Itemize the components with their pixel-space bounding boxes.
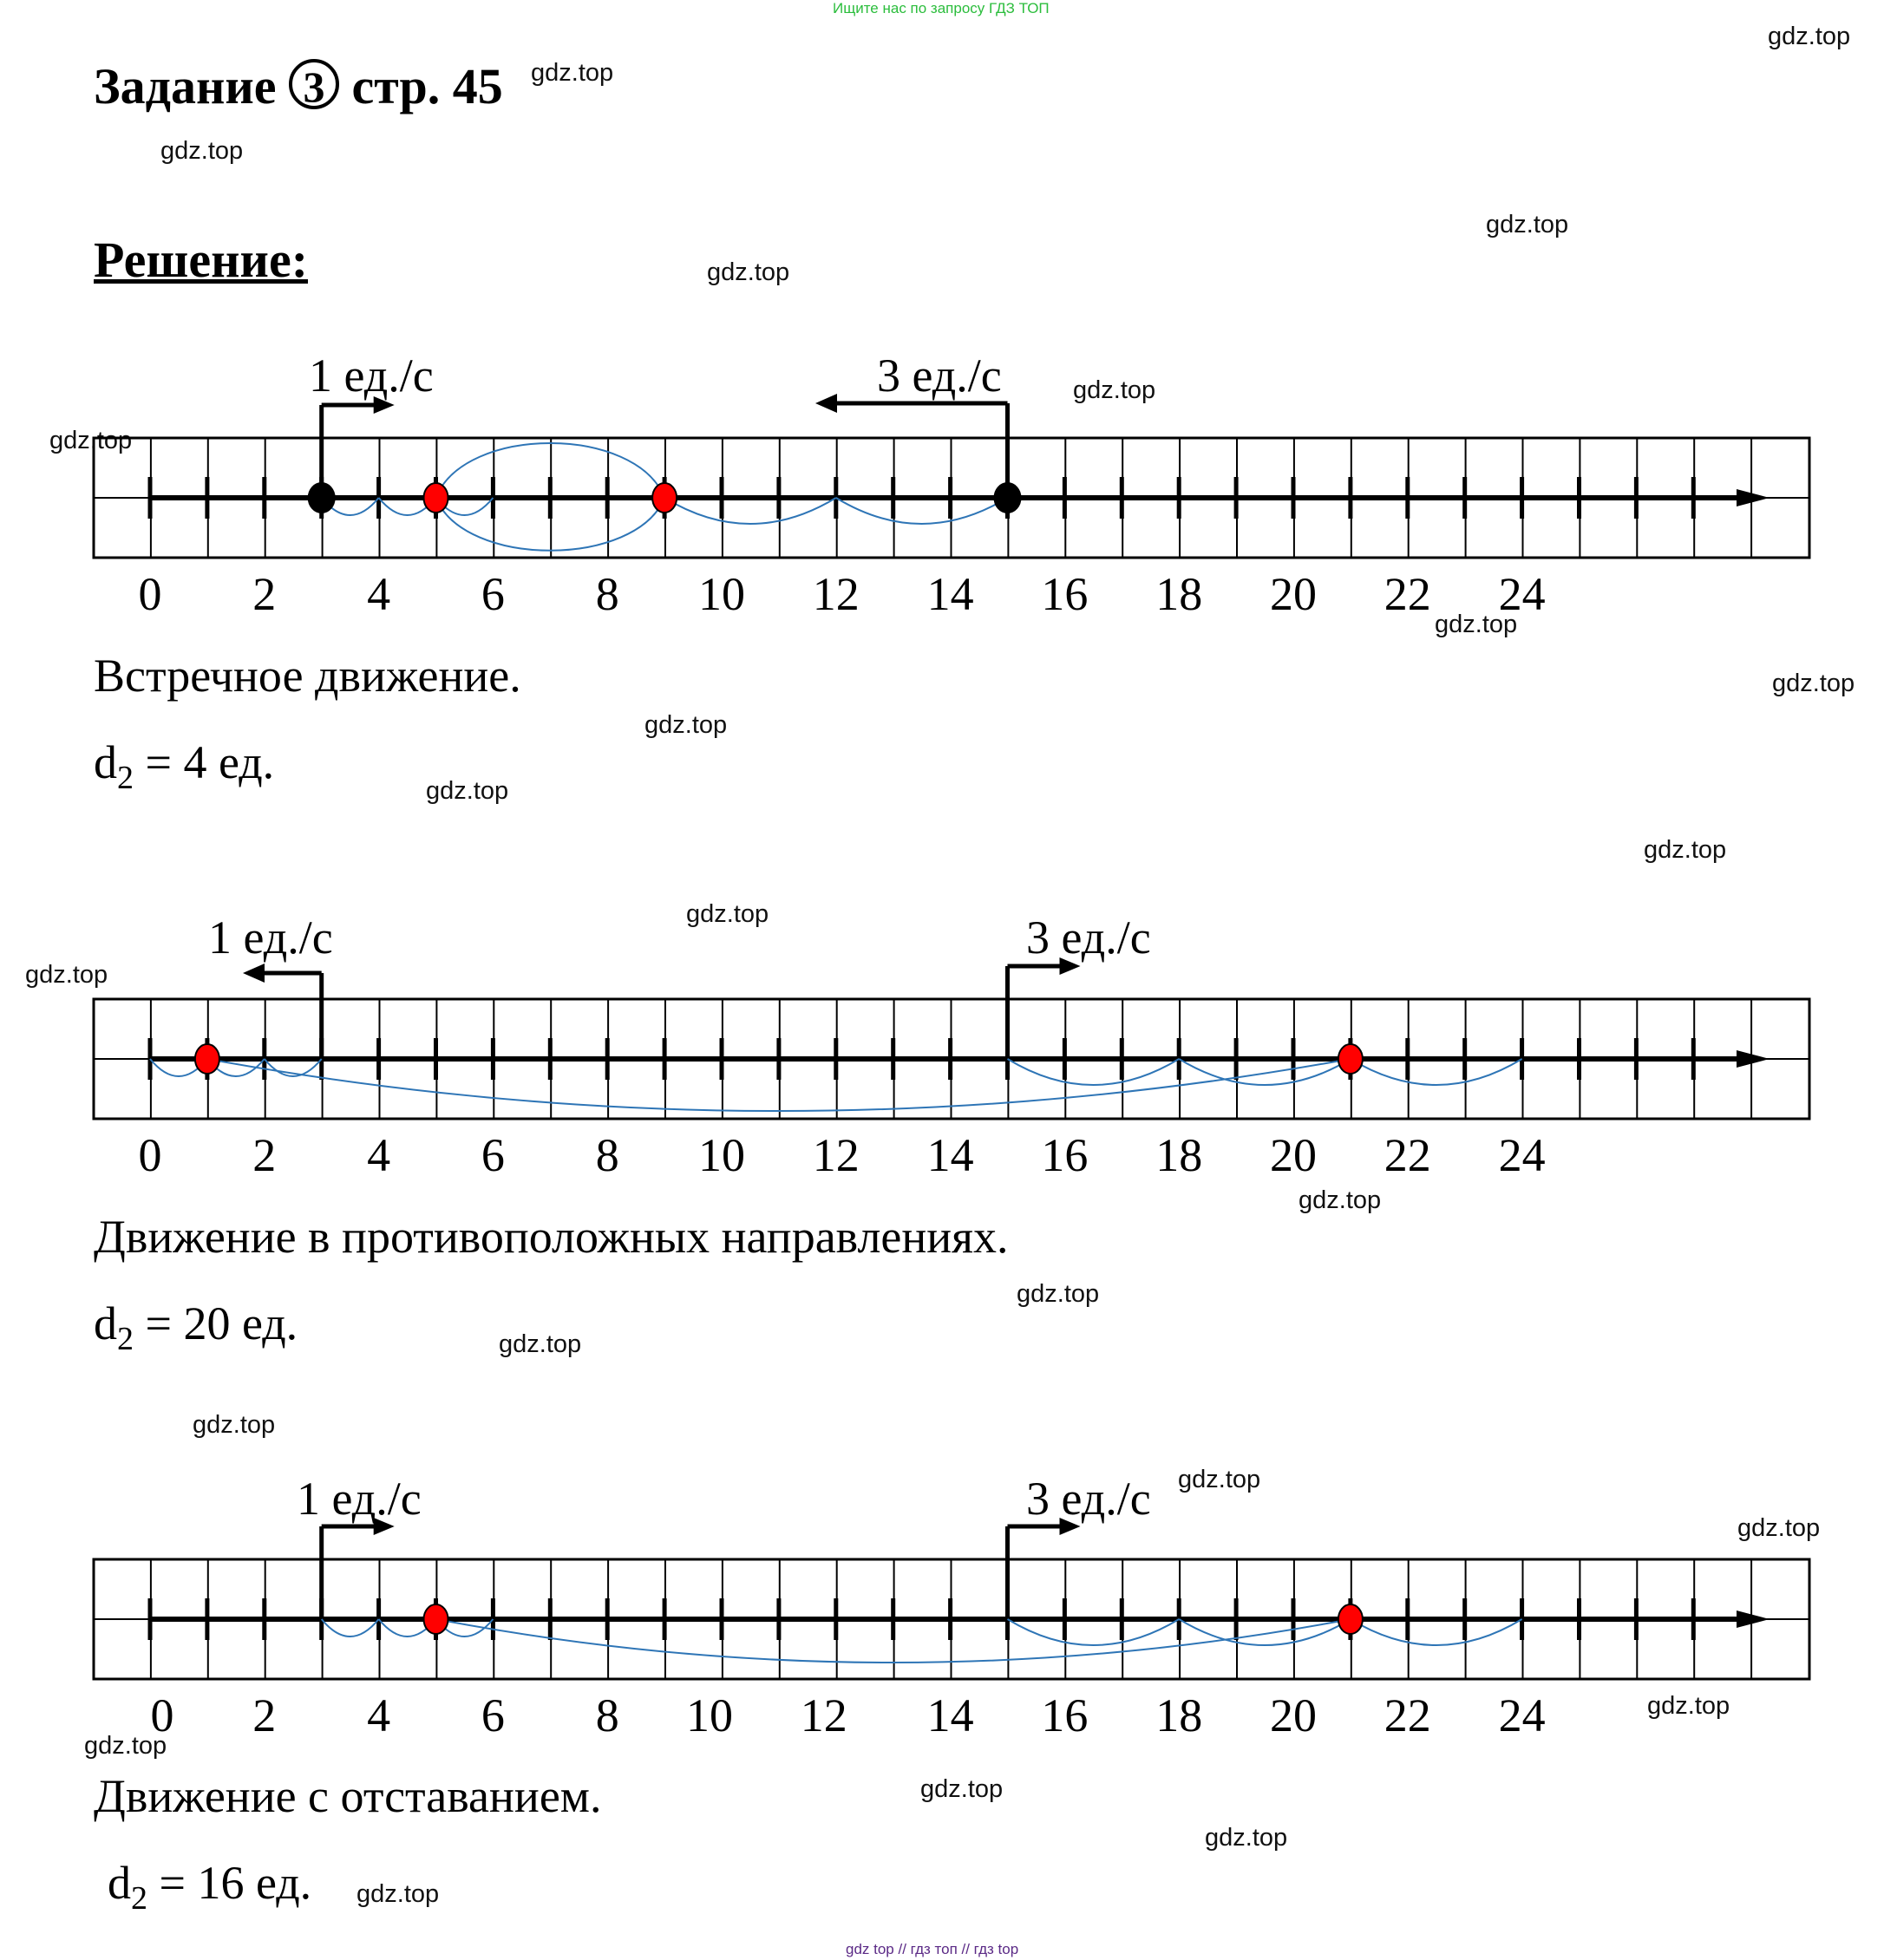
moving-point [424,483,448,513]
tick-label: 14 [926,1689,974,1741]
tick-label: 4 [367,568,391,620]
number-line-diagram-3 [0,1464,1884,1750]
tick-label: 4 [367,1689,391,1741]
tick-label: 16 [1041,1689,1089,1741]
tick-label: 2 [252,1129,277,1181]
watermark: gdz.top [1017,1280,1100,1308]
watermark: gdz.top [160,137,244,165]
start-point [309,483,335,513]
speed-label-right: 3 ед./с [1026,911,1151,964]
speed-arrowhead [243,964,265,983]
watermark: gdz.top [1205,1824,1288,1852]
watermark: gdz.top [531,59,614,87]
speed-label-left: 1 ед./с [208,911,333,964]
tick-label: 6 [481,1129,505,1181]
bottom-banner[interactable]: gdz top // гдз топ // гдз top [846,1941,1019,1957]
jump-arc [1351,1619,1522,1645]
tick-label: 6 [481,1689,505,1741]
watermark: gdz.top [1644,836,1727,864]
tick-label: 24 [1498,1689,1546,1741]
watermark: gdz.top [1178,1466,1261,1493]
speed-label-right: 3 ед./с [1026,1473,1151,1525]
distance-result [108,1856,311,1918]
watermark: gdz.top [686,900,769,928]
solution-heading: Решение: [94,232,309,288]
description: Движение с отставанием. [94,1770,602,1822]
watermark: gdz.top [499,1330,582,1358]
watermark: gdz.top [1768,23,1851,50]
d-value: = 16 ед. [147,1857,312,1909]
d-value: = 20 ед. [134,1297,298,1349]
watermark: gdz.top [920,1775,1004,1803]
speed-label-left: 1 ед./с [309,350,434,402]
start-point [995,483,1021,513]
moving-point [652,483,677,513]
tick-label: 20 [1270,568,1317,620]
description: Встречное движение. [94,650,521,702]
d-label: d [94,1297,117,1349]
d-label: d [108,1857,131,1909]
axis-arrowhead [1737,489,1770,506]
tick-label: 12 [800,1689,847,1741]
watermark: gdz.top [84,1732,167,1760]
description: Движение в противоположных направлениях. [94,1211,1009,1263]
speed-label-left: 1 ед./с [297,1473,422,1525]
watermark: gdz.top [644,711,728,739]
jump-arc [1008,1619,1180,1645]
tick-label: 24 [1498,568,1546,620]
tick-label: 8 [595,1129,619,1181]
d-sub: 2 [131,1879,147,1917]
watermark: gdz.top [193,1411,276,1439]
axis-arrowhead [1737,1610,1770,1628]
watermark: gdz.top [707,258,790,286]
tick-label: 18 [1155,1129,1203,1181]
moving-point [1338,1044,1363,1074]
watermark: gdz.top [426,777,509,805]
watermark: gdz.top [1737,1514,1821,1542]
watermark: gdz.top [25,961,108,989]
tick-label: 10 [686,1689,733,1741]
tick-label: 10 [698,1129,745,1181]
watermark: gdz.top [1486,211,1569,238]
task-prefix: Задание [94,58,277,114]
tick-label: 8 [595,568,619,620]
tick-label: 18 [1155,568,1203,620]
d-value: = 4 ед. [134,736,275,788]
speed-label-right: 3 ед./с [877,350,1002,402]
tick-label: 0 [150,1689,174,1741]
tick-label: 2 [252,568,277,620]
d-label: d [94,736,117,788]
moving-point [1338,1604,1363,1634]
tick-label: 22 [1384,1129,1431,1181]
top-banner[interactable]: Ищите нас по запросу ГДЗ ТОП [833,0,1050,16]
jump-arc [836,498,1008,524]
tick-label: 16 [1041,568,1089,620]
watermark: gdz.top [1647,1692,1730,1720]
tick-label: 0 [138,1129,162,1181]
watermark: gdz.top [49,427,133,454]
tick-label: 2 [252,1689,277,1741]
d-sub: 2 [117,1320,134,1357]
tick-label: 22 [1384,1689,1431,1741]
watermark: gdz.top [357,1880,440,1908]
task-number: 3 [289,59,339,109]
tick-label: 0 [138,568,162,620]
watermark: gdz.top [1299,1186,1382,1214]
jump-arc [1008,1059,1180,1085]
watermark: gdz.top [1073,376,1156,404]
distance-result [94,735,274,797]
tick-label: 6 [481,568,505,620]
tick-label: 10 [698,568,745,620]
moving-point [195,1044,219,1074]
watermark: gdz.top [1772,670,1855,697]
tick-label: 20 [1270,1689,1317,1741]
speed-arrowhead [815,394,837,413]
tick-label: 20 [1270,1129,1317,1181]
tick-label: 16 [1041,1129,1089,1181]
d-sub: 2 [117,759,134,796]
tick-label: 22 [1384,568,1431,620]
task-page: стр. 45 [351,58,503,114]
jump-arc [1351,1059,1522,1085]
axis-arrowhead [1737,1050,1770,1068]
tick-label: 24 [1498,1129,1546,1181]
jump-arc [664,498,836,524]
tick-label: 14 [926,568,974,620]
tick-label: 12 [812,1129,860,1181]
tick-label: 12 [812,568,860,620]
watermark: gdz.top [1435,611,1518,638]
distance-result [94,1297,298,1358]
task-title [94,57,503,115]
tick-label: 8 [595,1689,619,1741]
tick-label: 18 [1155,1689,1203,1741]
tick-label: 4 [367,1129,391,1181]
tick-label: 14 [926,1129,974,1181]
moving-point [424,1604,448,1634]
